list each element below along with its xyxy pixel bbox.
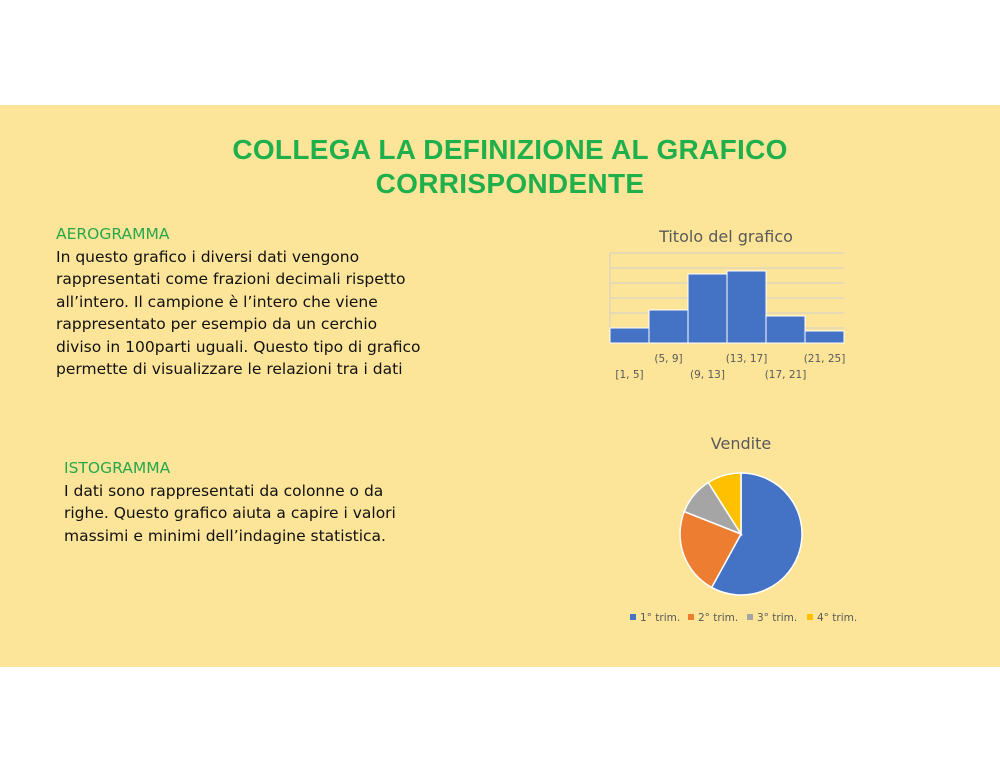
histogram-bar [727, 271, 766, 343]
definition-line: In questo grafico i diversi dati vengono [56, 247, 360, 266]
slide [0, 105, 1000, 667]
legend-label: 1° trim. [640, 612, 681, 624]
title-line-2: CORRISPONDENTE [375, 168, 645, 199]
histogram-tick-label: (5, 9] [654, 353, 683, 365]
legend-label: 4° trim. [817, 612, 858, 624]
legend-swatch [747, 614, 753, 620]
legend-swatch [807, 614, 813, 620]
definition-aerogramma [56, 223, 436, 381]
title-line-1: COLLEGA LA DEFINIZIONE AL GRAFICO [232, 134, 788, 165]
definition-line: rappresentati come frazioni decimali rispetto [56, 270, 406, 288]
histogram-tick-label: (21, 25] [803, 353, 846, 365]
histogram-tick-label: (17, 21] [764, 369, 807, 381]
histogram-chart [598, 223, 858, 388]
definition-heading: AEROGRAMMA [56, 225, 170, 243]
histogram-bar [610, 328, 649, 343]
histogram-tick-label: (9, 13] [690, 369, 725, 381]
histogram-bar [766, 316, 805, 343]
histogram-bar [805, 331, 844, 343]
legend-swatch [688, 614, 694, 620]
definition-line: I dati sono rappresentati da colonne o da [64, 481, 384, 500]
definition-line: massimi e minimi dell’indagine statistica. [64, 526, 386, 545]
histogram-tick-label: [1, 5] [615, 369, 644, 381]
pie-slices [680, 473, 802, 595]
definition-heading: ISTOGRAMMA [64, 459, 171, 477]
definition-line: rappresentato per esempio da un cerchio [56, 315, 378, 333]
definition-line: diviso in 100parti uguali. Questo tipo di grafico [56, 337, 421, 356]
histogram-bars [610, 271, 844, 343]
histogram-title: Titolo del grafico [659, 227, 793, 246]
pie-legend [630, 612, 857, 624]
definition-istogramma [64, 457, 424, 547]
legend-label: 2° trim. [698, 612, 739, 624]
histogram-tick-label: (13, 17] [725, 353, 768, 365]
pie-chart [610, 430, 875, 630]
definition-line: all’intero. Il campione è l’intero che viene [56, 292, 378, 311]
legend-swatch [630, 614, 636, 620]
pie-title: Vendite [710, 434, 772, 453]
histogram-tick-labels [615, 353, 845, 381]
legend-label: 3° trim. [757, 612, 798, 624]
histogram-bar [688, 274, 727, 343]
definition-line: righe. Questo grafico aiuta a capire i valori [64, 504, 396, 522]
definition-line: permette di visualizzare le relazioni tra i dati [56, 360, 403, 378]
histogram-bar [649, 310, 688, 343]
slide-title [150, 133, 870, 201]
